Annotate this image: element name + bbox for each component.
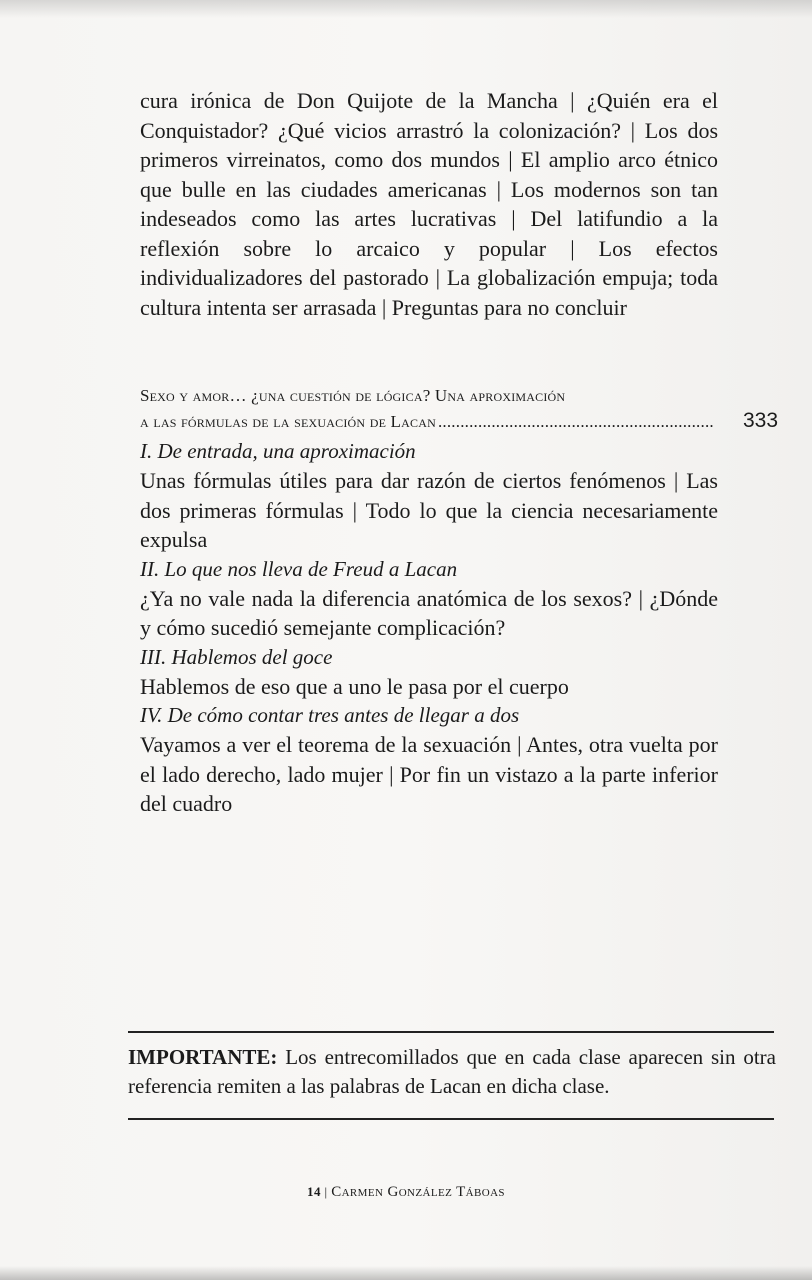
page-top-shadow — [0, 0, 812, 18]
chapter-title — [140, 383, 718, 435]
section-title: I. De entrada, una aproximación — [140, 439, 416, 463]
intro-paragraph — [140, 86, 718, 322]
footer-separator: | — [324, 1184, 328, 1199]
chapter-page-number: 333 — [743, 409, 779, 432]
chapter-entry — [140, 383, 790, 819]
intro-text: cura irónica de Don Quijote de la Mancha | ¿Quién era el Conquistador? ¿Qué vicios arrastró la colonización? | Los dos primeros virreinatos, como dos mundos | El amplio arco étnico que bulle en las ciudades americanas | Los modernos son tan indeseados como las artes lucrativas | Del latifundio a la reflexión sobre lo arcaico y popular | Los efectos individualizadores del pastorado | La globalización empuja; toda cultura intenta ser arrasada | Preguntas para no concluir — [140, 88, 718, 320]
footer-page-number: 14 — [307, 1184, 321, 1199]
chapter-title-line-2-row — [140, 409, 718, 435]
important-note — [128, 1043, 776, 1101]
section-title: II. Lo que nos lleva de Freud a Lacan — [140, 556, 458, 581]
leader-dots: .............................................................. — [437, 412, 714, 431]
note-rule-top — [128, 1031, 774, 1033]
section-title: IV. De cómo contar tres antes de llegar a dos — [140, 703, 520, 727]
section-body: Hablemos de eso que a uno le pasa por el cuerpo — [140, 673, 569, 699]
page-footer — [0, 1184, 812, 1201]
chapter-title-line-2: a las fórmulas de la sexuación de Lacan — [140, 412, 436, 431]
section-body: ¿Ya no vale nada la diferencia anatómica de los sexos? | ¿Dónde y cómo sucedió semejante complicación? — [140, 585, 718, 640]
page-bottom-shadow — [0, 1266, 812, 1280]
note-label: IMPORTANTE: — [128, 1045, 278, 1069]
chapter-sections — [140, 437, 718, 819]
footer-author: Carmen González Táboas — [331, 1184, 505, 1200]
note-rule-bottom — [128, 1118, 774, 1120]
section-title: III. Hablemos del goce — [140, 644, 333, 669]
section-body: Vayamos a ver el teorema de la sexuación | Antes, otra vuelta por el lado derecho, lado mujer | Por fin un vistazo a la parte inferior del cuadro — [140, 732, 718, 816]
chapter-title-line-1: Sexo y amor… ¿una cuestión de lógica? Una aproximación — [140, 386, 566, 405]
section-body: Unas fórmulas útiles para dar razón de ciertos fenómenos | Las dos primeras fórmulas | Todo lo que la ciencia necesariamente expulsa — [140, 468, 718, 552]
note-text: Los entrecomillados que en cada clase aparecen sin otra referencia remiten a las palabras de Lacan en dicha clase. — [128, 1045, 776, 1098]
